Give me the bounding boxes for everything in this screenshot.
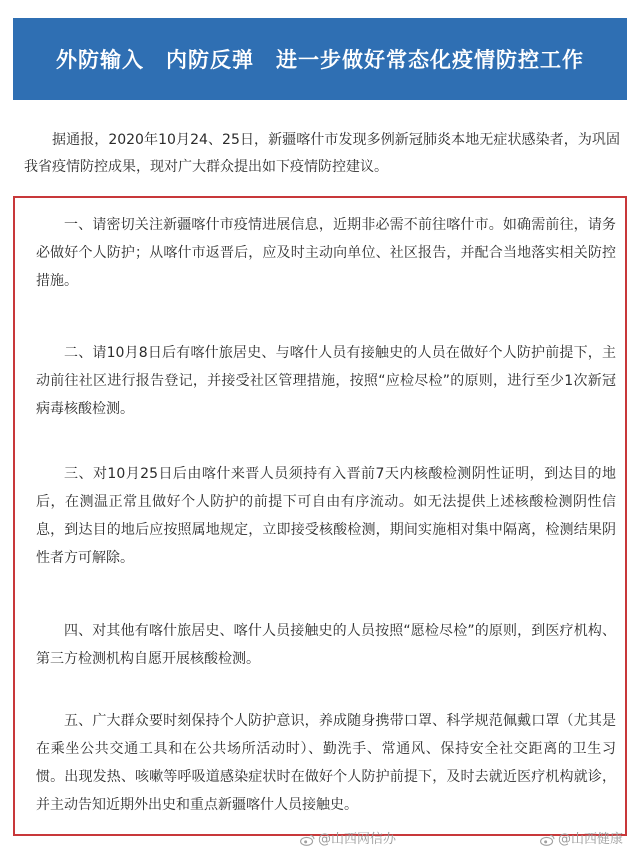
- advice-item-3: 三、对10月25日后由喀什来晋人员须持有入晋前7天内核酸检测阴性证明，到达目的地后，在测温正常且做好个人防护的前提下可自由有序流动。如无法提供上述核酸检测阴性信息，到达目的地后应按照属地规定，立即接受核酸检测，期间实施相对集中隔离，检测结果阴性者方可解除。: [36, 466, 616, 566]
- weibo-icon: [300, 834, 315, 846]
- weibo-icon: [540, 834, 555, 846]
- watermark: [540, 827, 623, 853]
- watermark-text: @山西网信办: [318, 832, 397, 847]
- advice-item-1: 一、请密切关注新疆喀什市疫情进展信息，近期非必需不前往喀什市。如确需前往，请务必做好个人防护；从喀什市返晋后，应及时主动向单位、社区报告，并配合当地落实相关防控措施。: [36, 217, 616, 289]
- advice-item-5: 五、广大群众要时刻保持个人防护意识，养成随身携带口罩、科学规范佩戴口罩（尤其是在乘坐公共交通工具和在公共场所活动时）、勤洗手、常通风、保持安全社交距离的卫生习惯。出现发热、咳嗽等呼吸道感染症状时在做好个人防护前提下，及时去就近医疗机构就诊，并主动告知近期外出史和重点新疆喀什人员接触史。: [36, 713, 616, 813]
- watermark-text: @山西健康: [558, 832, 624, 847]
- intro-paragraph: 据通报，2020年10月24、25日，新疆喀什市发现多例新冠肺炎本地无症状感染者，为巩固我省疫情防控成果，现对广大群众提出如下疫情防控建议。: [24, 132, 620, 175]
- watermark-bar: [0, 827, 640, 853]
- advice-item-2: 二、请10月8日后有喀什旅居史、与喀什人员有接触史的人员在做好个人防护前提下，主动前往社区进行报告登记，并接受社区管理措施，按照“应检尽检”的原则，进行至少1次新冠病毒核酸检测。: [36, 345, 616, 417]
- advice-item-4: 四、对其他有喀什旅居史、喀什人员接触史的人员按照“愿检尽检”的原则，到医疗机构、第三方检测机构自愿开展核酸检测。: [36, 623, 616, 667]
- watermark: [300, 827, 396, 853]
- header-banner: [13, 18, 627, 100]
- page-title: 外防输入 内防反弹 进一步做好常态化疫情防控工作: [56, 48, 584, 72]
